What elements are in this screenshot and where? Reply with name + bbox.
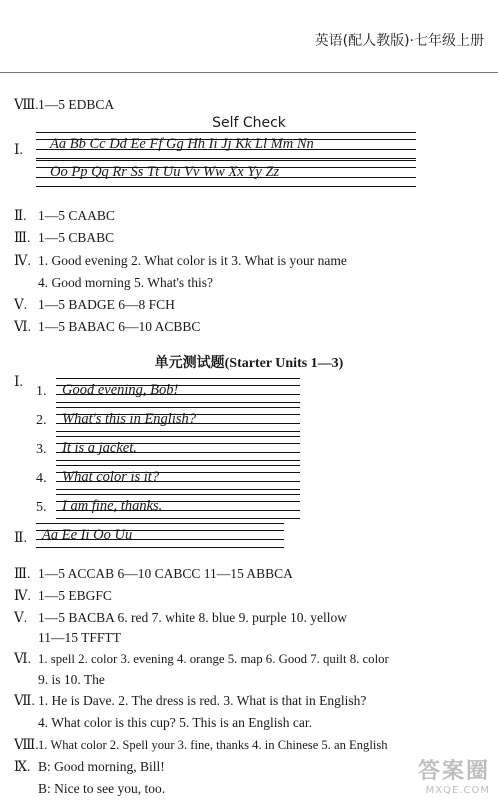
ut-item-text: B: Nice to see you, too. [38, 781, 166, 796]
ut-item-text: 1—5 ACCAB 6—10 CABCC 11—15 ABBCA [38, 566, 293, 581]
sc-item-label: Ⅱ. [14, 208, 27, 223]
ut-item-label: Ⅸ. [14, 759, 31, 774]
ut-item-text: 4. What color is this cup? 5. This is an English car. [38, 715, 312, 730]
watermark-sub: MXQE.COM [425, 785, 490, 796]
sc-item-label: Ⅳ. [14, 253, 31, 268]
unit-test-section2-label: Ⅱ. [14, 531, 28, 546]
writing-num: 3. [36, 442, 47, 457]
alphabet-row1: Aa Bb Cc Dd Ee Ff Gg Hh Ii Jj Kk Ll Mm Nn [50, 136, 314, 152]
sc-item-label: Ⅴ. [14, 297, 28, 312]
sc-item-label: Ⅲ. [14, 230, 31, 245]
sc-item-text: 1—5 CAABC [38, 208, 115, 223]
unit-test-section1-label: Ⅰ. [14, 375, 24, 390]
ut-item-label: Ⅵ. [14, 651, 31, 666]
self-check-title: Self Check [212, 115, 286, 131]
ut-item-label: Ⅳ. [14, 588, 31, 603]
writing-num: 4. [36, 471, 47, 486]
ut-item-text: 9. is 10. The [38, 672, 105, 687]
ut-item-text: 1. What color 2. Spell your 3. fine, thanks 4. in Chinese 5. an English [38, 738, 388, 752]
sc-item-text: 4. Good morning 5. What's this? [38, 275, 214, 290]
writing-sentence: What's this in English? [62, 411, 197, 427]
watermark-logo [418, 754, 490, 796]
sc-item-text: 1—5 CBABC [38, 230, 115, 245]
vowel-letters: Aa Ee Ii Oo Uu [42, 527, 133, 543]
top-line-label: Ⅷ. [14, 97, 39, 112]
sc-item-label: Ⅵ. [14, 319, 31, 334]
ut-item-label: Ⅶ. [14, 693, 35, 708]
ut-item-label: Ⅴ. [14, 610, 28, 625]
unit-test-title: 单元测试题(Starter Units 1—3) [154, 356, 344, 371]
ut-item-text: 1. He is Dave. 2. The dress is red. 3. What is that in English? [38, 693, 367, 708]
ut-item-text: 1. spell 2. color 3. evening 4. orange 5. map 6. Good 7. quilt 8. color [38, 652, 389, 666]
ut-item-text: B: Good morning, Bill! [38, 759, 165, 774]
ut-item-text: 1—5 EBGFC [38, 588, 112, 603]
writing-num: 1. [36, 384, 47, 399]
self-check-section1-label: Ⅰ. [14, 143, 24, 158]
writing-num: 5. [36, 500, 47, 515]
writing-sentence: I am fine, thanks. [62, 498, 163, 514]
ut-item-text: 1—5 BACBA 6. red 7. white 8. blue 9. purple 10. yellow [38, 610, 347, 625]
ut-item-text: 11—15 TFFTT [38, 630, 121, 645]
writing-sentence: What color is it? [62, 469, 160, 485]
ut-item-label: Ⅲ. [14, 566, 31, 581]
ut-item-label: Ⅷ. [14, 737, 39, 752]
header-divider [0, 72, 498, 73]
writing-num: 2. [36, 413, 47, 428]
alphabet-row2: Oo Pp Qq Rr Ss Tt Uu Vv Ww Xx Yy Zz [50, 164, 280, 180]
watermark-main: 答案圈 [417, 759, 490, 784]
sc-item-text: 1—5 BADGE 6—8 FCH [38, 297, 175, 312]
book-title-header: 英语(配人教版)·七年级上册 [314, 33, 484, 49]
writing-sentence: It is a jacket. [62, 440, 137, 456]
top-line-text: 1—5 EDBCA [38, 97, 115, 112]
sc-item-text: 1. Good evening 2. What color is it 3. What is your name [38, 253, 347, 268]
writing-sentence: Good evening, Bob! [62, 382, 179, 398]
sc-item-text: 1—5 BABAC 6—10 ACBBC [38, 319, 201, 334]
